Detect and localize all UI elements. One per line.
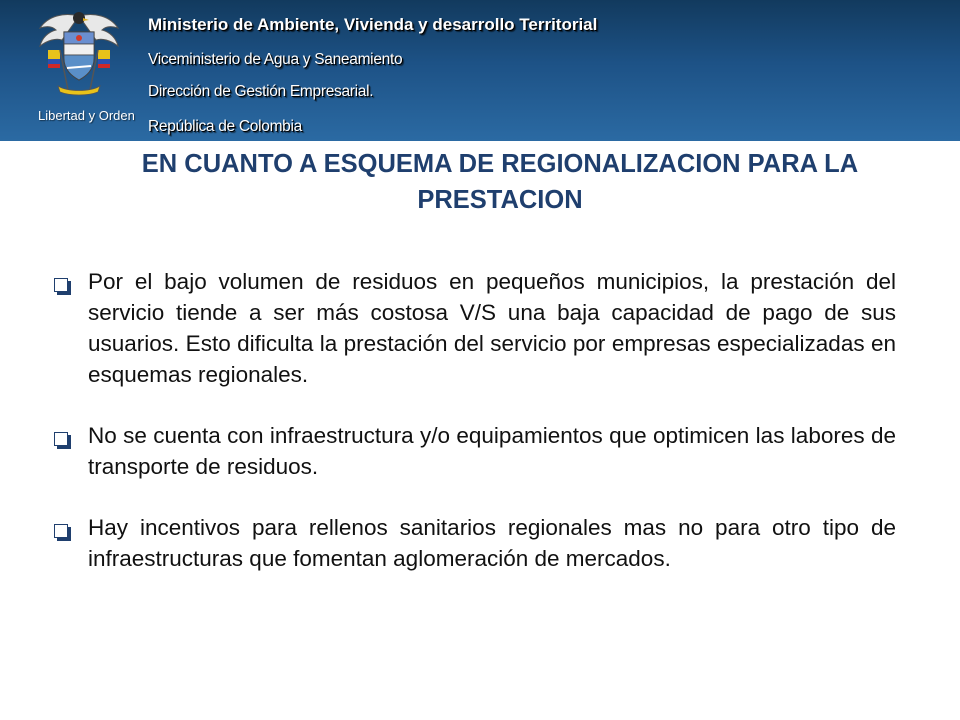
bullet-list bbox=[52, 266, 896, 574]
checkbox-square-icon bbox=[54, 278, 68, 292]
directorate-name: Dirección de Gestión Empresarial. bbox=[148, 83, 374, 100]
header-text-block bbox=[148, 14, 597, 144]
ministry-name: Ministerio de Ambiente, Vivienda y desarrollo Territorial bbox=[148, 15, 598, 34]
bullet-text: No se cuenta con infraestructura y/o equipamientos que optimicen las labores de transporte de residuos. bbox=[88, 423, 896, 479]
colombia-coat-of-arms-icon bbox=[34, 6, 124, 98]
slide-header bbox=[0, 0, 960, 141]
bullet-text: Por el bajo volumen de residuos en pequeños municipios, la prestación del servicio tiende a ser más costosa V/S una baja capacidad de pago de sus usuarios. Esto dificulta la prestación del servicio por empresas especializadas en esquemas regionales. bbox=[88, 269, 896, 387]
list-item bbox=[52, 420, 896, 482]
list-item bbox=[52, 512, 896, 574]
bullet-text: Hay incentivos para rellenos sanitarios regionales mas no para otro tipo de infraestructuras que fomentan aglomeración de mercados. bbox=[88, 515, 896, 571]
motto-text: Libertad y Orden bbox=[38, 108, 135, 123]
list-item bbox=[52, 266, 896, 390]
slide-title: EN CUANTO A ESQUEMA DE REGIONALIZACION PARA LA PRESTACION bbox=[141, 150, 859, 214]
vice-ministry-name: Viceministerio de Agua y Saneamiento bbox=[148, 51, 403, 68]
checkbox-square-icon bbox=[54, 524, 68, 538]
country-name: República de Colombia bbox=[148, 118, 302, 135]
checkbox-square-icon bbox=[54, 432, 68, 446]
